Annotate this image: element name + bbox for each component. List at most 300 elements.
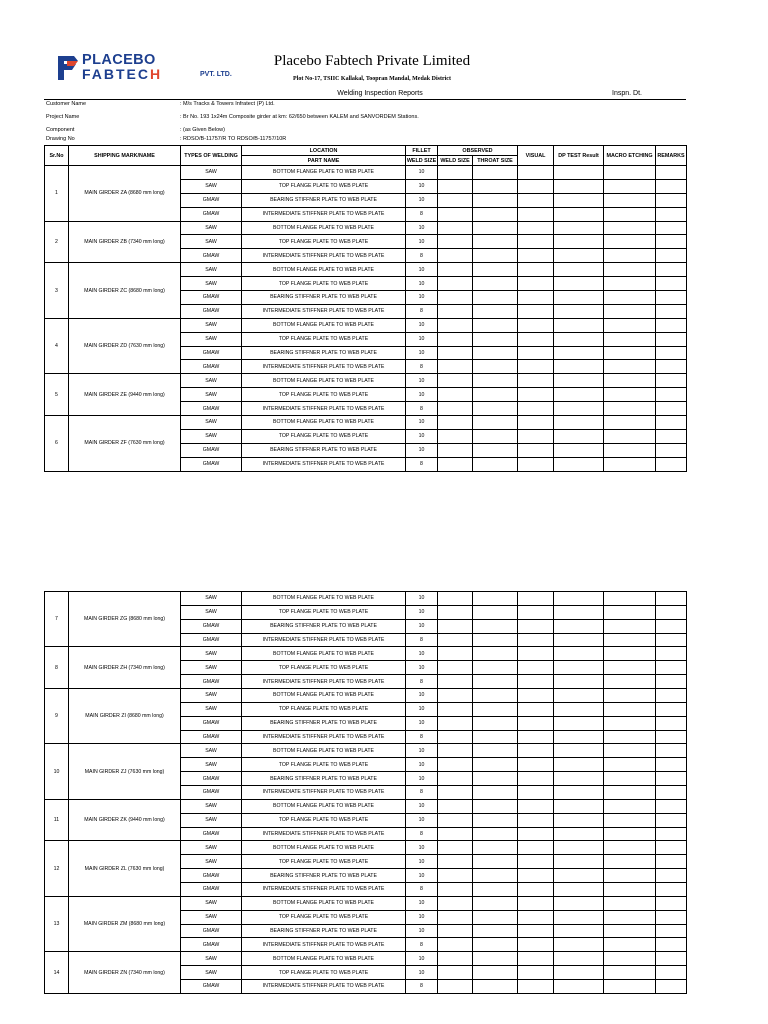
remarks-cell[interactable] bbox=[656, 443, 687, 457]
throat-size-cell[interactable] bbox=[473, 633, 518, 647]
observed-weld-size-cell[interactable] bbox=[438, 429, 473, 443]
observed-weld-size-cell[interactable] bbox=[438, 207, 473, 221]
dp-test-cell[interactable] bbox=[554, 429, 604, 443]
throat-size-cell[interactable] bbox=[473, 221, 518, 235]
remarks-cell[interactable] bbox=[656, 813, 687, 827]
visual-cell[interactable] bbox=[518, 869, 554, 883]
remarks-cell[interactable] bbox=[656, 799, 687, 813]
observed-weld-size-cell[interactable] bbox=[438, 457, 473, 471]
throat-size-cell[interactable] bbox=[473, 758, 518, 772]
observed-weld-size-cell[interactable] bbox=[438, 966, 473, 980]
dp-test-cell[interactable] bbox=[554, 910, 604, 924]
macro-etching-cell[interactable] bbox=[604, 443, 656, 457]
macro-etching-cell[interactable] bbox=[604, 689, 656, 703]
dp-test-cell[interactable] bbox=[554, 374, 604, 388]
macro-etching-cell[interactable] bbox=[604, 332, 656, 346]
macro-etching-cell[interactable] bbox=[604, 702, 656, 716]
remarks-cell[interactable] bbox=[656, 291, 687, 305]
dp-test-cell[interactable] bbox=[554, 799, 604, 813]
visual-cell[interactable] bbox=[518, 179, 554, 193]
observed-weld-size-cell[interactable] bbox=[438, 855, 473, 869]
visual-cell[interactable] bbox=[518, 332, 554, 346]
visual-cell[interactable] bbox=[518, 675, 554, 689]
visual-cell[interactable] bbox=[518, 744, 554, 758]
macro-etching-cell[interactable] bbox=[604, 429, 656, 443]
dp-test-cell[interactable] bbox=[554, 619, 604, 633]
dp-test-cell[interactable] bbox=[554, 869, 604, 883]
remarks-cell[interactable] bbox=[656, 827, 687, 841]
visual-cell[interactable] bbox=[518, 304, 554, 318]
remarks-cell[interactable] bbox=[656, 675, 687, 689]
throat-size-cell[interactable] bbox=[473, 277, 518, 291]
visual-cell[interactable] bbox=[518, 647, 554, 661]
macro-etching-cell[interactable] bbox=[604, 318, 656, 332]
dp-test-cell[interactable] bbox=[554, 675, 604, 689]
dp-test-cell[interactable] bbox=[554, 249, 604, 263]
remarks-cell[interactable] bbox=[656, 605, 687, 619]
throat-size-cell[interactable] bbox=[473, 619, 518, 633]
macro-etching-cell[interactable] bbox=[604, 221, 656, 235]
visual-cell[interactable] bbox=[518, 633, 554, 647]
macro-etching-cell[interactable] bbox=[604, 402, 656, 416]
throat-size-cell[interactable] bbox=[473, 661, 518, 675]
remarks-cell[interactable] bbox=[656, 402, 687, 416]
dp-test-cell[interactable] bbox=[554, 841, 604, 855]
remarks-cell[interactable] bbox=[656, 619, 687, 633]
dp-test-cell[interactable] bbox=[554, 730, 604, 744]
throat-size-cell[interactable] bbox=[473, 360, 518, 374]
remarks-cell[interactable] bbox=[656, 924, 687, 938]
throat-size-cell[interactable] bbox=[473, 813, 518, 827]
macro-etching-cell[interactable] bbox=[604, 786, 656, 800]
throat-size-cell[interactable] bbox=[473, 249, 518, 263]
dp-test-cell[interactable] bbox=[554, 896, 604, 910]
throat-size-cell[interactable] bbox=[473, 702, 518, 716]
throat-size-cell[interactable] bbox=[473, 924, 518, 938]
throat-size-cell[interactable] bbox=[473, 374, 518, 388]
remarks-cell[interactable] bbox=[656, 193, 687, 207]
dp-test-cell[interactable] bbox=[554, 332, 604, 346]
remarks-cell[interactable] bbox=[656, 772, 687, 786]
observed-weld-size-cell[interactable] bbox=[438, 360, 473, 374]
visual-cell[interactable] bbox=[518, 855, 554, 869]
dp-test-cell[interactable] bbox=[554, 263, 604, 277]
visual-cell[interactable] bbox=[518, 758, 554, 772]
throat-size-cell[interactable] bbox=[473, 166, 518, 180]
macro-etching-cell[interactable] bbox=[604, 304, 656, 318]
remarks-cell[interactable] bbox=[656, 332, 687, 346]
throat-size-cell[interactable] bbox=[473, 980, 518, 994]
macro-etching-cell[interactable] bbox=[604, 360, 656, 374]
remarks-cell[interactable] bbox=[656, 689, 687, 703]
observed-weld-size-cell[interactable] bbox=[438, 758, 473, 772]
dp-test-cell[interactable] bbox=[554, 758, 604, 772]
visual-cell[interactable] bbox=[518, 374, 554, 388]
throat-size-cell[interactable] bbox=[473, 896, 518, 910]
throat-size-cell[interactable] bbox=[473, 883, 518, 897]
observed-weld-size-cell[interactable] bbox=[438, 235, 473, 249]
observed-weld-size-cell[interactable] bbox=[438, 799, 473, 813]
remarks-cell[interactable] bbox=[656, 318, 687, 332]
observed-weld-size-cell[interactable] bbox=[438, 619, 473, 633]
dp-test-cell[interactable] bbox=[554, 772, 604, 786]
observed-weld-size-cell[interactable] bbox=[438, 883, 473, 897]
dp-test-cell[interactable] bbox=[554, 221, 604, 235]
remarks-cell[interactable] bbox=[656, 966, 687, 980]
throat-size-cell[interactable] bbox=[473, 207, 518, 221]
remarks-cell[interactable] bbox=[656, 457, 687, 471]
observed-weld-size-cell[interactable] bbox=[438, 291, 473, 305]
visual-cell[interactable] bbox=[518, 443, 554, 457]
visual-cell[interactable] bbox=[518, 619, 554, 633]
macro-etching-cell[interactable] bbox=[604, 592, 656, 606]
macro-etching-cell[interactable] bbox=[604, 291, 656, 305]
observed-weld-size-cell[interactable] bbox=[438, 346, 473, 360]
observed-weld-size-cell[interactable] bbox=[438, 675, 473, 689]
observed-weld-size-cell[interactable] bbox=[438, 402, 473, 416]
dp-test-cell[interactable] bbox=[554, 924, 604, 938]
throat-size-cell[interactable] bbox=[473, 402, 518, 416]
dp-test-cell[interactable] bbox=[554, 716, 604, 730]
remarks-cell[interactable] bbox=[656, 179, 687, 193]
dp-test-cell[interactable] bbox=[554, 952, 604, 966]
remarks-cell[interactable] bbox=[656, 647, 687, 661]
throat-size-cell[interactable] bbox=[473, 304, 518, 318]
visual-cell[interactable] bbox=[518, 249, 554, 263]
observed-weld-size-cell[interactable] bbox=[438, 277, 473, 291]
macro-etching-cell[interactable] bbox=[604, 675, 656, 689]
remarks-cell[interactable] bbox=[656, 249, 687, 263]
visual-cell[interactable] bbox=[518, 938, 554, 952]
observed-weld-size-cell[interactable] bbox=[438, 374, 473, 388]
visual-cell[interactable] bbox=[518, 883, 554, 897]
remarks-cell[interactable] bbox=[656, 952, 687, 966]
remarks-cell[interactable] bbox=[656, 388, 687, 402]
dp-test-cell[interactable] bbox=[554, 786, 604, 800]
remarks-cell[interactable] bbox=[656, 910, 687, 924]
remarks-cell[interactable] bbox=[656, 730, 687, 744]
visual-cell[interactable] bbox=[518, 952, 554, 966]
throat-size-cell[interactable] bbox=[473, 605, 518, 619]
throat-size-cell[interactable] bbox=[473, 952, 518, 966]
macro-etching-cell[interactable] bbox=[604, 661, 656, 675]
dp-test-cell[interactable] bbox=[554, 938, 604, 952]
remarks-cell[interactable] bbox=[656, 702, 687, 716]
remarks-cell[interactable] bbox=[656, 841, 687, 855]
remarks-cell[interactable] bbox=[656, 786, 687, 800]
observed-weld-size-cell[interactable] bbox=[438, 938, 473, 952]
dp-test-cell[interactable] bbox=[554, 416, 604, 430]
visual-cell[interactable] bbox=[518, 896, 554, 910]
macro-etching-cell[interactable] bbox=[604, 758, 656, 772]
throat-size-cell[interactable] bbox=[473, 388, 518, 402]
observed-weld-size-cell[interactable] bbox=[438, 221, 473, 235]
remarks-cell[interactable] bbox=[656, 869, 687, 883]
observed-weld-size-cell[interactable] bbox=[438, 647, 473, 661]
observed-weld-size-cell[interactable] bbox=[438, 263, 473, 277]
remarks-cell[interactable] bbox=[656, 360, 687, 374]
visual-cell[interactable] bbox=[518, 263, 554, 277]
macro-etching-cell[interactable] bbox=[604, 235, 656, 249]
dp-test-cell[interactable] bbox=[554, 605, 604, 619]
dp-test-cell[interactable] bbox=[554, 633, 604, 647]
observed-weld-size-cell[interactable] bbox=[438, 416, 473, 430]
dp-test-cell[interactable] bbox=[554, 689, 604, 703]
dp-test-cell[interactable] bbox=[554, 647, 604, 661]
observed-weld-size-cell[interactable] bbox=[438, 730, 473, 744]
throat-size-cell[interactable] bbox=[473, 457, 518, 471]
dp-test-cell[interactable] bbox=[554, 744, 604, 758]
macro-etching-cell[interactable] bbox=[604, 416, 656, 430]
macro-etching-cell[interactable] bbox=[604, 772, 656, 786]
remarks-cell[interactable] bbox=[656, 263, 687, 277]
remarks-cell[interactable] bbox=[656, 207, 687, 221]
throat-size-cell[interactable] bbox=[473, 799, 518, 813]
observed-weld-size-cell[interactable] bbox=[438, 592, 473, 606]
observed-weld-size-cell[interactable] bbox=[438, 910, 473, 924]
macro-etching-cell[interactable] bbox=[604, 883, 656, 897]
visual-cell[interactable] bbox=[518, 980, 554, 994]
macro-etching-cell[interactable] bbox=[604, 207, 656, 221]
throat-size-cell[interactable] bbox=[473, 786, 518, 800]
macro-etching-cell[interactable] bbox=[604, 869, 656, 883]
observed-weld-size-cell[interactable] bbox=[438, 952, 473, 966]
remarks-cell[interactable] bbox=[656, 277, 687, 291]
dp-test-cell[interactable] bbox=[554, 702, 604, 716]
throat-size-cell[interactable] bbox=[473, 938, 518, 952]
throat-size-cell[interactable] bbox=[473, 332, 518, 346]
dp-test-cell[interactable] bbox=[554, 813, 604, 827]
remarks-cell[interactable] bbox=[656, 416, 687, 430]
remarks-cell[interactable] bbox=[656, 374, 687, 388]
visual-cell[interactable] bbox=[518, 910, 554, 924]
dp-test-cell[interactable] bbox=[554, 980, 604, 994]
throat-size-cell[interactable] bbox=[473, 443, 518, 457]
visual-cell[interactable] bbox=[518, 457, 554, 471]
observed-weld-size-cell[interactable] bbox=[438, 924, 473, 938]
observed-weld-size-cell[interactable] bbox=[438, 388, 473, 402]
macro-etching-cell[interactable] bbox=[604, 744, 656, 758]
visual-cell[interactable] bbox=[518, 360, 554, 374]
observed-weld-size-cell[interactable] bbox=[438, 605, 473, 619]
throat-size-cell[interactable] bbox=[473, 744, 518, 758]
throat-size-cell[interactable] bbox=[473, 346, 518, 360]
macro-etching-cell[interactable] bbox=[604, 166, 656, 180]
dp-test-cell[interactable] bbox=[554, 207, 604, 221]
visual-cell[interactable] bbox=[518, 786, 554, 800]
dp-test-cell[interactable] bbox=[554, 883, 604, 897]
observed-weld-size-cell[interactable] bbox=[438, 869, 473, 883]
macro-etching-cell[interactable] bbox=[604, 980, 656, 994]
dp-test-cell[interactable] bbox=[554, 346, 604, 360]
macro-etching-cell[interactable] bbox=[604, 938, 656, 952]
macro-etching-cell[interactable] bbox=[604, 647, 656, 661]
macro-etching-cell[interactable] bbox=[604, 619, 656, 633]
throat-size-cell[interactable] bbox=[473, 235, 518, 249]
dp-test-cell[interactable] bbox=[554, 360, 604, 374]
macro-etching-cell[interactable] bbox=[604, 457, 656, 471]
throat-size-cell[interactable] bbox=[473, 179, 518, 193]
dp-test-cell[interactable] bbox=[554, 661, 604, 675]
throat-size-cell[interactable] bbox=[473, 827, 518, 841]
macro-etching-cell[interactable] bbox=[604, 799, 656, 813]
visual-cell[interactable] bbox=[518, 799, 554, 813]
macro-etching-cell[interactable] bbox=[604, 827, 656, 841]
remarks-cell[interactable] bbox=[656, 235, 687, 249]
throat-size-cell[interactable] bbox=[473, 869, 518, 883]
observed-weld-size-cell[interactable] bbox=[438, 661, 473, 675]
dp-test-cell[interactable] bbox=[554, 291, 604, 305]
observed-weld-size-cell[interactable] bbox=[438, 193, 473, 207]
macro-etching-cell[interactable] bbox=[604, 841, 656, 855]
dp-test-cell[interactable] bbox=[554, 402, 604, 416]
dp-test-cell[interactable] bbox=[554, 457, 604, 471]
visual-cell[interactable] bbox=[518, 291, 554, 305]
dp-test-cell[interactable] bbox=[554, 592, 604, 606]
dp-test-cell[interactable] bbox=[554, 235, 604, 249]
remarks-cell[interactable] bbox=[656, 429, 687, 443]
throat-size-cell[interactable] bbox=[473, 716, 518, 730]
visual-cell[interactable] bbox=[518, 346, 554, 360]
macro-etching-cell[interactable] bbox=[604, 249, 656, 263]
observed-weld-size-cell[interactable] bbox=[438, 304, 473, 318]
observed-weld-size-cell[interactable] bbox=[438, 332, 473, 346]
observed-weld-size-cell[interactable] bbox=[438, 179, 473, 193]
observed-weld-size-cell[interactable] bbox=[438, 744, 473, 758]
dp-test-cell[interactable] bbox=[554, 277, 604, 291]
remarks-cell[interactable] bbox=[656, 221, 687, 235]
observed-weld-size-cell[interactable] bbox=[438, 633, 473, 647]
remarks-cell[interactable] bbox=[656, 592, 687, 606]
visual-cell[interactable] bbox=[518, 402, 554, 416]
macro-etching-cell[interactable] bbox=[604, 966, 656, 980]
visual-cell[interactable] bbox=[518, 318, 554, 332]
macro-etching-cell[interactable] bbox=[604, 633, 656, 647]
macro-etching-cell[interactable] bbox=[604, 813, 656, 827]
visual-cell[interactable] bbox=[518, 661, 554, 675]
visual-cell[interactable] bbox=[518, 689, 554, 703]
remarks-cell[interactable] bbox=[656, 744, 687, 758]
throat-size-cell[interactable] bbox=[473, 841, 518, 855]
visual-cell[interactable] bbox=[518, 416, 554, 430]
macro-etching-cell[interactable] bbox=[604, 374, 656, 388]
macro-etching-cell[interactable] bbox=[604, 952, 656, 966]
observed-weld-size-cell[interactable] bbox=[438, 813, 473, 827]
dp-test-cell[interactable] bbox=[554, 827, 604, 841]
visual-cell[interactable] bbox=[518, 277, 554, 291]
visual-cell[interactable] bbox=[518, 827, 554, 841]
remarks-cell[interactable] bbox=[656, 938, 687, 952]
dp-test-cell[interactable] bbox=[554, 166, 604, 180]
observed-weld-size-cell[interactable] bbox=[438, 249, 473, 263]
visual-cell[interactable] bbox=[518, 605, 554, 619]
macro-etching-cell[interactable] bbox=[604, 346, 656, 360]
visual-cell[interactable] bbox=[518, 221, 554, 235]
observed-weld-size-cell[interactable] bbox=[438, 786, 473, 800]
visual-cell[interactable] bbox=[518, 772, 554, 786]
visual-cell[interactable] bbox=[518, 716, 554, 730]
observed-weld-size-cell[interactable] bbox=[438, 980, 473, 994]
visual-cell[interactable] bbox=[518, 702, 554, 716]
observed-weld-size-cell[interactable] bbox=[438, 827, 473, 841]
throat-size-cell[interactable] bbox=[473, 291, 518, 305]
throat-size-cell[interactable] bbox=[473, 966, 518, 980]
visual-cell[interactable] bbox=[518, 429, 554, 443]
visual-cell[interactable] bbox=[518, 388, 554, 402]
observed-weld-size-cell[interactable] bbox=[438, 689, 473, 703]
throat-size-cell[interactable] bbox=[473, 318, 518, 332]
throat-size-cell[interactable] bbox=[473, 910, 518, 924]
throat-size-cell[interactable] bbox=[473, 772, 518, 786]
observed-weld-size-cell[interactable] bbox=[438, 166, 473, 180]
remarks-cell[interactable] bbox=[656, 896, 687, 910]
throat-size-cell[interactable] bbox=[473, 689, 518, 703]
remarks-cell[interactable] bbox=[656, 716, 687, 730]
throat-size-cell[interactable] bbox=[473, 855, 518, 869]
visual-cell[interactable] bbox=[518, 966, 554, 980]
observed-weld-size-cell[interactable] bbox=[438, 702, 473, 716]
visual-cell[interactable] bbox=[518, 193, 554, 207]
dp-test-cell[interactable] bbox=[554, 855, 604, 869]
visual-cell[interactable] bbox=[518, 841, 554, 855]
observed-weld-size-cell[interactable] bbox=[438, 318, 473, 332]
throat-size-cell[interactable] bbox=[473, 730, 518, 744]
dp-test-cell[interactable] bbox=[554, 318, 604, 332]
macro-etching-cell[interactable] bbox=[604, 924, 656, 938]
remarks-cell[interactable] bbox=[656, 304, 687, 318]
visual-cell[interactable] bbox=[518, 813, 554, 827]
macro-etching-cell[interactable] bbox=[604, 388, 656, 402]
dp-test-cell[interactable] bbox=[554, 966, 604, 980]
throat-size-cell[interactable] bbox=[473, 592, 518, 606]
remarks-cell[interactable] bbox=[656, 166, 687, 180]
macro-etching-cell[interactable] bbox=[604, 910, 656, 924]
dp-test-cell[interactable] bbox=[554, 193, 604, 207]
remarks-cell[interactable] bbox=[656, 980, 687, 994]
throat-size-cell[interactable] bbox=[473, 193, 518, 207]
macro-etching-cell[interactable] bbox=[604, 896, 656, 910]
dp-test-cell[interactable] bbox=[554, 304, 604, 318]
visual-cell[interactable] bbox=[518, 924, 554, 938]
observed-weld-size-cell[interactable] bbox=[438, 443, 473, 457]
visual-cell[interactable] bbox=[518, 730, 554, 744]
remarks-cell[interactable] bbox=[656, 883, 687, 897]
throat-size-cell[interactable] bbox=[473, 263, 518, 277]
remarks-cell[interactable] bbox=[656, 758, 687, 772]
visual-cell[interactable] bbox=[518, 235, 554, 249]
macro-etching-cell[interactable] bbox=[604, 193, 656, 207]
macro-etching-cell[interactable] bbox=[604, 263, 656, 277]
macro-etching-cell[interactable] bbox=[604, 855, 656, 869]
macro-etching-cell[interactable] bbox=[604, 179, 656, 193]
macro-etching-cell[interactable] bbox=[604, 716, 656, 730]
observed-weld-size-cell[interactable] bbox=[438, 896, 473, 910]
remarks-cell[interactable] bbox=[656, 661, 687, 675]
visual-cell[interactable] bbox=[518, 592, 554, 606]
dp-test-cell[interactable] bbox=[554, 443, 604, 457]
dp-test-cell[interactable] bbox=[554, 388, 604, 402]
observed-weld-size-cell[interactable] bbox=[438, 841, 473, 855]
dp-test-cell[interactable] bbox=[554, 179, 604, 193]
observed-weld-size-cell[interactable] bbox=[438, 716, 473, 730]
throat-size-cell[interactable] bbox=[473, 416, 518, 430]
macro-etching-cell[interactable] bbox=[604, 277, 656, 291]
observed-weld-size-cell[interactable] bbox=[438, 772, 473, 786]
throat-size-cell[interactable] bbox=[473, 429, 518, 443]
remarks-cell[interactable] bbox=[656, 855, 687, 869]
visual-cell[interactable] bbox=[518, 166, 554, 180]
throat-size-cell[interactable] bbox=[473, 647, 518, 661]
